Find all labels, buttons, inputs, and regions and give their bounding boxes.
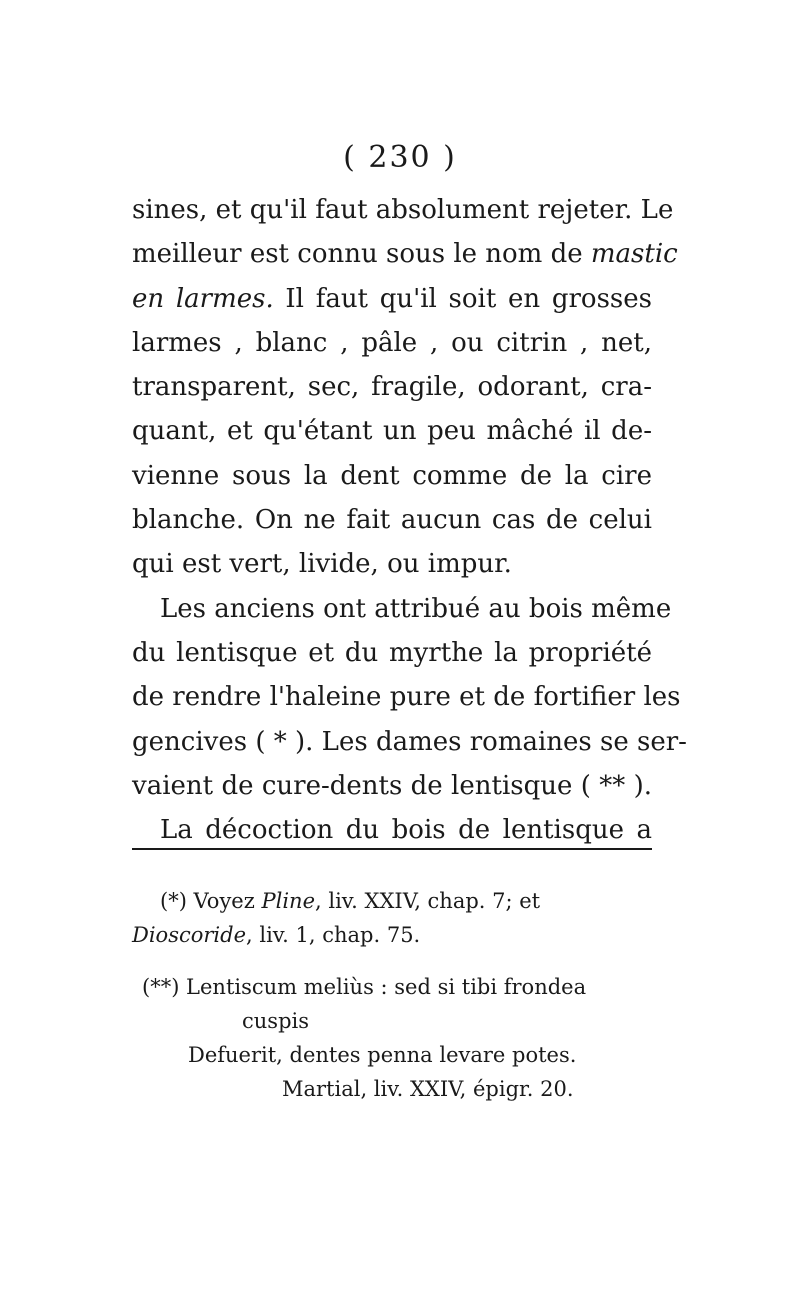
text-segment: Il faut qu'il soit en grosses [273,283,652,314]
footnote-marker: (*) Voyez [160,889,262,913]
footnote-line: Defuerit, dentes penna levare potes. [188,1043,577,1067]
text-line: Les anciens ont attribué au bois même [160,593,672,624]
text-line: La décoction du bois de lentisque a [160,815,652,846]
footnote-text: , liv. XXIV, chap. 7; et [315,889,541,913]
page-number: ( 230 ) [343,140,457,175]
italic-term: Pline [261,889,315,913]
italic-term: en larmes. [132,283,274,314]
footnote-line [132,884,652,918]
italic-term: Dioscoride [132,923,247,947]
text-line: larmes , blanc , pâle , ou citrin , net, [132,327,652,358]
footnote-line: Martial, liv. XXIV, épigr. 20. [282,1077,574,1101]
text-line: quant, et qu'étant un peu mâché il de- [132,416,652,447]
footnotes [132,884,652,1106]
text-line: vaient de cure-dents de lentisque ( ** ). [132,770,652,801]
body-text [132,188,687,852]
text-line [132,277,652,321]
text-segment: meilleur est connu sous le nom de [132,239,591,270]
footnote-line: cuspis [242,1009,309,1033]
text-line: blanche. On ne fait aucun cas de celui [132,505,652,536]
footnote-line [132,918,652,952]
italic-term: mastic [590,239,678,270]
text-line: du lentisque et du myrthe la propriété [132,637,652,668]
footnote-text: , liv. 1, chap. 75. [246,923,421,947]
text-line: vienne sous la dent comme de la cire [132,460,652,491]
text-line: sines, et qu'il faut absolument rejeter. Le [132,195,674,225]
footnote-divider [132,848,652,850]
text-line: transparent, sec, fragile, odorant, cra- [132,372,652,403]
text-line: qui est vert, livide, ou impur. [132,549,512,580]
text-line: gencives ( * ). Les dames romaines se ser- [132,726,687,757]
text-line [132,232,678,276]
footnote-line: (**) Lentiscum meliùs : sed si tibi frondea [142,975,587,999]
text-line: de rendre l'haleine pure et de fortifier les [132,682,681,713]
